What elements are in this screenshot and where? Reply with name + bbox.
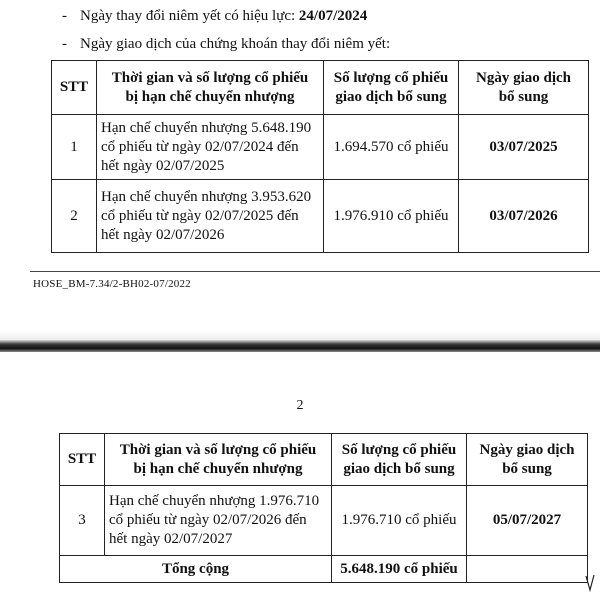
- row-restriction-period: Hạn chế chuyển nhượng 5.648.190 cổ phiếu từ ngày 02/07/2024 đến hết ngày 02/07/2025: [97, 115, 324, 180]
- note-text: Ngày thay đổi niêm yết có hiệu lực:: [80, 8, 299, 24]
- total-quantity: 5.648.190 cổ phiếu: [332, 556, 467, 583]
- header-restriction-period: Thời gian và số lượng cổ phiếu bị hạn chế chuyển nhượng: [97, 61, 324, 115]
- header-additional-trading-date: Ngày giao dịch bổ sung: [459, 61, 589, 115]
- row-additional-trading-date: 03/07/2026: [459, 180, 589, 253]
- table-header-row: [52, 61, 589, 115]
- header-additional-quantity: Số lượng cổ phiếu giao dịch bổ sung: [324, 61, 459, 115]
- row-stt: 3: [60, 486, 105, 556]
- row-stt: 1: [52, 115, 97, 180]
- listing-schedule-table-page2: [59, 433, 588, 583]
- page-edge-shadow: [0, 330, 600, 340]
- row-additional-quantity: 1.694.570 cổ phiếu: [324, 115, 459, 180]
- row-restriction-period: Hạn chế chuyển nhượng 1.976.710 cổ phiếu từ ngày 02/07/2026 đến hết ngày 02/07/2027: [105, 486, 332, 556]
- table-row: [52, 115, 589, 180]
- table-header-row: [60, 434, 588, 486]
- row-additional-quantity: 1.976.710 cổ phiếu: [332, 486, 467, 556]
- table-row: [52, 180, 589, 253]
- header-restriction-period: Thời gian và số lượng cổ phiếu bị hạn chế chuyển nhượng: [105, 434, 332, 486]
- form-code: HOSE_BM-7.34/2-BH02-07/2022: [33, 278, 191, 290]
- row-additional-quantity: 1.976.910 cổ phiếu: [324, 180, 459, 253]
- row-additional-trading-date: 03/07/2025: [459, 115, 589, 180]
- note-text: Ngày giao dịch của chứng khoán thay đổi niêm yết:: [80, 36, 391, 52]
- table-row: [60, 486, 588, 556]
- header-additional-quantity: Số lượng cổ phiếu giao dịch bổ sung: [332, 434, 467, 486]
- page-break-band: [0, 340, 600, 352]
- note-dash: -: [62, 8, 67, 24]
- row-additional-trading-date: 05/07/2027: [467, 486, 588, 556]
- page-number: 2: [296, 398, 304, 413]
- row-stt: 2: [52, 180, 97, 253]
- header-additional-trading-date: Ngày giao dịch bổ sung: [467, 434, 588, 486]
- listing-schedule-table-page1: [51, 60, 589, 253]
- trading-date-note: [62, 36, 390, 53]
- total-label: Tổng cộng: [60, 556, 332, 583]
- effective-date-note: [62, 8, 367, 25]
- header-stt: STT: [52, 61, 97, 115]
- total-date: [467, 556, 588, 583]
- header-stt: STT: [60, 434, 105, 486]
- total-row: [60, 556, 588, 583]
- row-restriction-period: Hạn chế chuyển nhượng 3.953.620 cổ phiếu từ ngày 02/07/2025 đến hết ngày 02/07/2026: [97, 180, 324, 253]
- pen-mark-icon: [584, 573, 596, 593]
- footer-divider: [30, 271, 600, 272]
- effective-date-value: 24/07/2024: [298, 8, 368, 24]
- note-dash: -: [62, 36, 67, 52]
